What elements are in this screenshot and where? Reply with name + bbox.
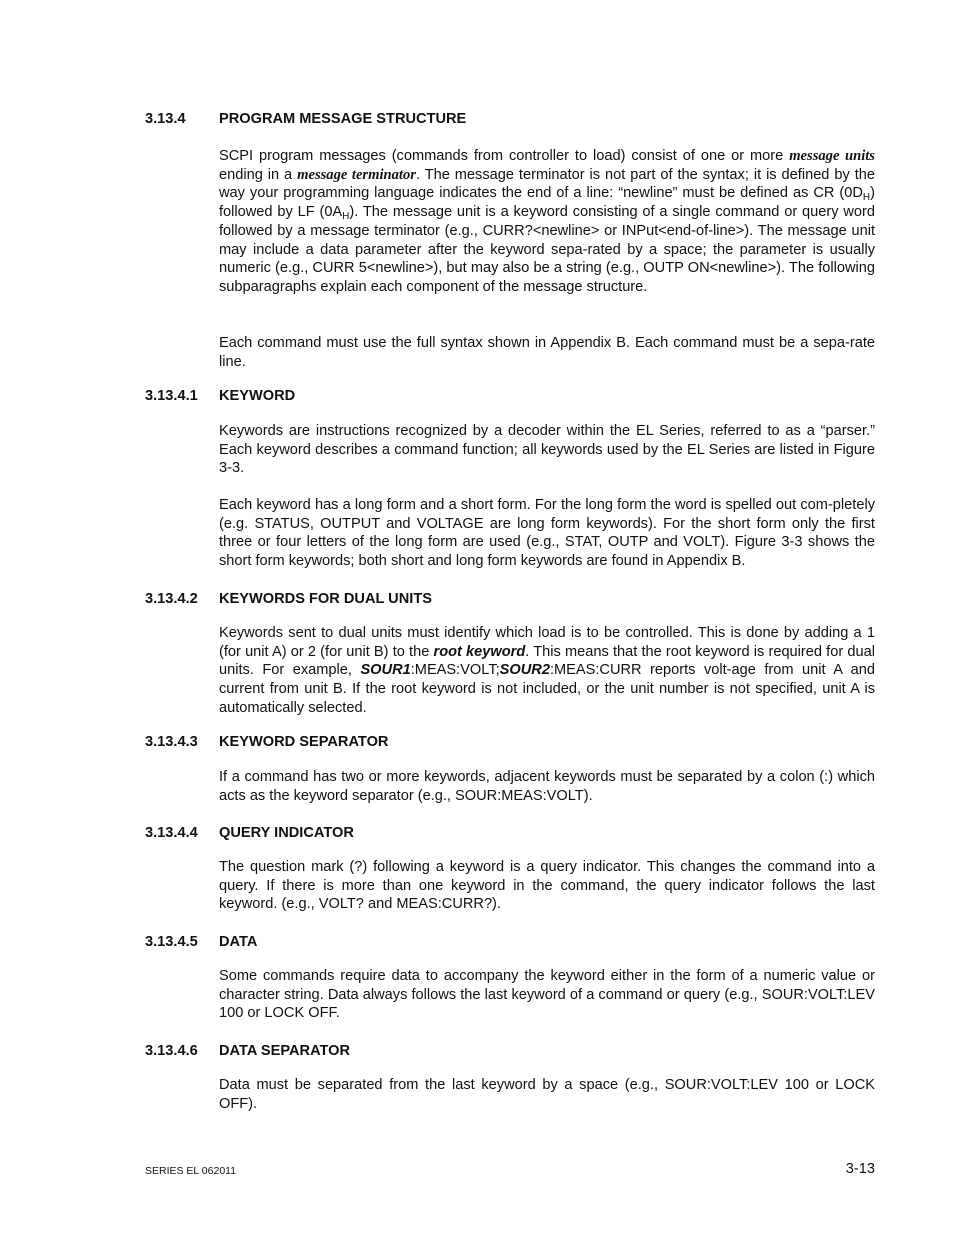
section-title: KEYWORD [219, 388, 296, 404]
text-run: . The message terminator is not part of the syntax; it is defined by the way your programming language indicates the end of a line: “newline” must be defined as CR (0D [219, 166, 875, 202]
section-heading-3-13-4-1 [145, 386, 295, 406]
text-run: ). The message unit is a keyword consisting of a single command or query word followed by a message terminator (e.g., CURR?<newline> or INPut<end-of-line>). The message unit may include a data parameter after the keyword sepa-rated by a space; the parameter is usually numeric (e.g., CURR 5<newline>), but may also be a string (e.g., OUTP ON<newline>). The following subparagraphs explain each component of the message structure. [219, 204, 875, 295]
section-heading-3-13-4-6 [145, 1041, 350, 1061]
section-number: 3.13.4.6 [145, 1043, 198, 1059]
paragraph-dual-units [219, 624, 875, 718]
section-number: 3.13.4.1 [145, 388, 198, 404]
text-run: ending in a [219, 166, 298, 183]
section-number: 3.13.4.5 [145, 934, 198, 950]
section-title: KEYWORDS FOR DUAL UNITS [219, 591, 432, 607]
section-title: KEYWORD SEPARATOR [219, 734, 389, 750]
paragraph-long-short-form: Each keyword has a long form and a short form. For the long form the word is spelled out com-pletely (e.g. STATUS, OUTPUT and VOLTAGE are long form keywords). For the short form only the first three or four letters of the long form are used (e.g., STAT, OUTP and VOLT). Figure 3-3 shows the short form keywords; both short and long form keywords are found in Appendix B. [219, 497, 875, 570]
section-title: QUERY INDICATOR [219, 825, 354, 841]
section-heading-3-13-4-2 [145, 589, 432, 609]
emphasis-message-units: message units [789, 148, 875, 164]
emphasis-sour2: SOUR2 [499, 662, 550, 679]
subscript-h: H [862, 192, 871, 204]
section-heading-3-13-4-3 [145, 732, 388, 752]
subscript-h: H [342, 211, 350, 223]
text-run: ) followed by LF (0A [219, 185, 875, 221]
section-heading-3-13-4 [145, 109, 466, 129]
section-number: 3.13.4.2 [145, 591, 198, 607]
paragraph-program-message [219, 147, 875, 297]
paragraph-full-syntax: Each command must use the full syntax shown in Appendix B. Each command must be a sepa-rate line. [219, 335, 875, 370]
page-number: 3-13 [845, 1161, 875, 1177]
paragraph-data: Some commands require data to accompany the keyword either in the form of a numeric value or character string. Data always follows the last keyword of a command or query (e.g., SOUR:VOLT:LEV 100 or LOCK OFF. [219, 968, 875, 1022]
section-number: 3.13.4.4 [145, 825, 198, 841]
paragraph-keywords: Keywords are instructions recognized by a decoder within the EL Series, referred to as a “parser.” Each keyword describes a command function; all keywords used by the EL Series are listed in Figure 3-3. [219, 423, 875, 477]
text-run: SCPI program messages (commands from controller to load) consist of one or more [219, 148, 790, 164]
paragraph-query-indicator: The question mark (?) following a keyword is a query indicator. This changes the command into a query. If there is more than one keyword in the command, the query indicator follows the last keyword. (e.g., VOLT? and MEAS:CURR?). [219, 859, 875, 913]
section-number: 3.13.4.3 [145, 734, 198, 750]
text-run: . This means that the root keyword is required for dual units. For example, [219, 643, 875, 679]
emphasis-sour1: SOUR1 [360, 662, 411, 679]
section-heading-3-13-4-5 [145, 932, 257, 952]
section-title: PROGRAM MESSAGE STRUCTURE [219, 111, 467, 127]
paragraph-data-separator: Data must be separated from the last keyword by a space (e.g., SOUR:VOLT:LEV 100 or LOCK OFF). [219, 1077, 875, 1112]
section-title: DATA [219, 934, 258, 950]
emphasis-message-terminator: message terminator [297, 166, 416, 183]
emphasis-root-keyword: root keyword [433, 643, 526, 660]
text-run: :MEAS:VOLT; [410, 662, 500, 679]
text-run: Keywords sent to dual units must identify which load is to be controlled. This is done by adding a 1 (for unit A) or 2 (for unit B) to the [219, 625, 875, 660]
section-number: 3.13.4 [145, 111, 186, 127]
section-title: DATA SEPARATOR [219, 1043, 351, 1059]
section-heading-3-13-4-4 [145, 823, 354, 843]
text-run: :MEAS:CURR reports volt-age from unit A and current from unit B. If the root keyword is not included, or the unit number is not specified, unit A is automatically selected. [219, 662, 876, 716]
paragraph-keyword-separator: If a command has two or more keywords, adjacent keywords must be separated by a colon (:) which acts as the keyword separator (e.g., SOUR:MEAS:VOLT). [219, 769, 875, 804]
footer-document-id: SERIES EL 062011 [145, 1165, 237, 1177]
